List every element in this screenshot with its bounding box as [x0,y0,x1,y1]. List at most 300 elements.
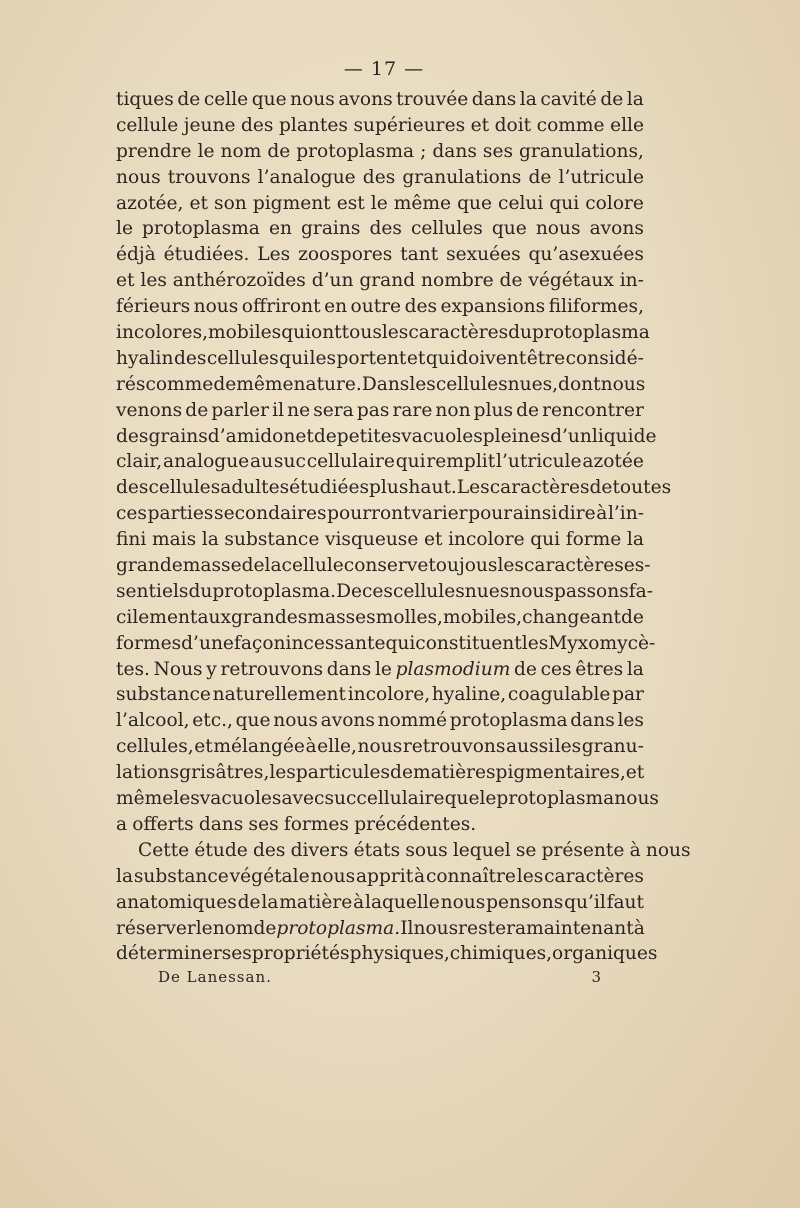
word: est [336,192,365,214]
word: offerts [132,813,194,835]
word: de [621,606,644,628]
word: par [612,684,644,706]
word: son [214,192,247,214]
text-line [116,346,644,372]
word: doit [494,114,532,136]
word: trouvons [167,166,251,188]
text-line [116,916,644,942]
word: liquide [591,425,657,447]
word: vacuoles [199,788,282,810]
word: zoospores [298,244,393,266]
word: l’utricule [496,451,582,473]
word: des [116,477,149,499]
word: naturellement [212,684,346,706]
word: filiformes, [548,296,644,318]
text-line [116,449,644,475]
word: et [423,529,443,551]
word: cellules [206,347,279,369]
word: anthérozoïdes [172,270,306,292]
word: protoplasma [532,322,650,344]
word: restera [458,917,527,939]
word: Les [257,244,291,266]
word: et [470,114,490,136]
word: le [374,658,392,680]
word: être [526,347,566,369]
page-footer [158,968,602,986]
word: mobiles, [442,606,523,628]
word: tous [341,322,382,344]
word: aux [197,606,231,628]
word: la [201,529,219,551]
word: incessante [285,632,386,654]
page-number: — 17 — [343,58,425,80]
word: dans [198,813,244,835]
word: nom [212,917,254,939]
word: ses [221,943,252,965]
word: sentiels [116,580,189,602]
word: coagulable [507,684,611,706]
word: comme [145,373,214,395]
word: de [528,166,552,188]
text-line [116,682,644,708]
word: De [336,580,363,602]
word: dans [326,658,372,680]
word: en [324,296,348,318]
word: pas [356,399,390,421]
word: dont [558,373,601,395]
word: rare [392,399,433,421]
word: nature. [293,373,362,395]
word: de [600,89,624,110]
word: avons [320,710,375,732]
word: d’amidon [207,425,296,447]
word: sera [313,399,354,421]
word: la [261,891,279,913]
text-line [116,165,644,191]
word: nommé [377,710,448,732]
word: masses [307,606,376,628]
word: le [370,192,388,214]
footer-author: De Lanessan. [158,968,272,986]
word: considé- [565,347,644,369]
body-text [116,87,691,967]
word: étudiées [289,477,370,499]
word: qu’asexuées [528,244,644,266]
word: vacuoles [401,425,483,447]
word: à [414,865,426,887]
word: qui [395,451,426,473]
word: au [250,451,274,473]
word: prendre [116,140,192,162]
word: les [269,762,296,784]
word: retrouvons [402,736,506,758]
word: fini [116,529,147,551]
word: protoplasma. [212,580,337,602]
word: des [116,425,149,447]
word: nombre [421,270,494,292]
word: grisâtres, [179,762,270,784]
word: mais [151,529,197,551]
word: nous [600,373,646,395]
word: rencontrer [542,399,644,421]
word: grande [116,555,183,577]
word: du [188,580,213,602]
word: cellule [281,555,344,577]
word: Myxomycè- [548,632,656,654]
word: et [295,425,314,447]
word: sexuées [446,244,521,266]
word: nous [614,788,659,810]
word: ces [362,580,393,602]
word: substance [224,529,320,551]
word: in- [619,270,644,292]
word: tant [400,244,439,266]
word: nous [357,736,403,758]
text-line [116,398,644,424]
word: caractères [523,555,624,577]
word: suc [324,788,357,810]
word: grains [301,218,361,240]
word: elle, [317,736,357,758]
word: mobiles [208,322,282,344]
word: cellules [392,580,465,602]
word: pigment [252,192,331,214]
word: nous [509,580,554,602]
word: petites [336,425,402,447]
text-line [116,812,644,838]
word: de [241,555,265,577]
word: nous [310,865,356,887]
word: aussi [506,736,555,758]
text-line [116,631,656,657]
word: outre [350,296,402,318]
word: végétaux [528,270,614,292]
word: visqueuse [324,529,419,551]
word: connaître [425,865,516,887]
word: grains [148,425,208,447]
word: des [404,296,438,318]
word: la [519,89,537,110]
word: étude [194,839,248,861]
word: de [313,425,337,447]
word: en [268,218,292,240]
word: chimiques, [449,943,553,965]
word: Dans [361,373,410,395]
text-line [116,734,644,760]
word: que [251,89,287,110]
word: incolore, [347,684,431,706]
word: qui [279,347,309,369]
word: grand [359,270,416,292]
word: colore [585,192,644,214]
word: remplit [426,451,496,473]
word: façon [233,632,286,654]
word: supérieures [353,114,466,136]
word: maintenant [526,917,634,939]
word: des [362,166,396,188]
word: des [241,114,274,136]
word: états [353,839,401,861]
word: toujous [428,555,498,577]
word: même [393,192,452,214]
word: le [116,218,133,240]
word: même [236,373,294,395]
text-line [116,320,650,346]
word: ont [311,322,342,344]
word: pourront [327,503,411,525]
word: tiques [116,89,174,110]
word: haut. [408,477,457,499]
word: nous [290,89,335,110]
word: retrouvons [220,658,324,680]
word: nous [273,710,318,732]
word: que [235,710,271,732]
text-line [116,501,644,527]
text-line [116,372,644,398]
paragraph-start-line [116,838,691,864]
word: réserver [116,917,196,939]
text-line [116,941,658,967]
word: expansions [440,296,546,318]
word: cellules [410,218,483,240]
word: grandes [231,606,308,628]
text-line [116,786,659,812]
word: formes [283,813,349,835]
word: même [116,788,174,810]
word: granulations [402,166,522,188]
text-line [116,242,644,268]
word: nous [193,296,239,318]
word: la [626,529,644,551]
word: et [189,192,208,214]
word: fa- [628,580,653,602]
word: ses [482,140,513,162]
word: et [406,347,426,369]
word: que [491,218,527,240]
text-line [116,113,644,139]
word: Cette [138,839,190,861]
word: plasmodium [395,658,511,680]
word: le [197,140,215,162]
word: qui [385,632,416,654]
word: nues, [507,373,559,395]
word: il [272,399,285,421]
word: dans [570,710,615,732]
word: substance [133,865,229,887]
word: formes [116,632,182,654]
word: pensons [486,891,564,913]
word: les [617,710,644,732]
word: rés [116,373,146,395]
word: celle [203,89,249,110]
text-line [116,708,644,734]
word: végétale [229,865,310,887]
word: présente [541,839,625,861]
word: de [514,658,537,680]
word: d’un [311,270,354,292]
word: les [497,555,524,577]
word: férieurs [116,296,191,318]
text-line [116,294,644,320]
word: constituent [415,632,522,654]
word: et [625,762,645,784]
word: à [305,736,317,758]
word: avons [338,89,393,110]
word: caractères [489,477,590,499]
word: tes. [116,658,150,680]
word: granulations, [519,140,644,162]
word: etc., [192,710,233,732]
text-line [116,216,644,242]
word: nous [116,166,161,188]
word: protoplasma [449,710,568,732]
word: nous [645,839,691,861]
word: la [264,555,282,577]
word: dans [432,140,477,162]
word: pleines [482,425,551,447]
word: précédentes. [354,813,477,835]
word: édjà [116,244,156,266]
word: ces [540,658,572,680]
word: azotée [582,451,644,473]
text-line [116,268,644,294]
word: nom [220,140,262,162]
word: à [596,503,608,525]
word: ses [248,813,279,835]
word: a [116,813,128,835]
word: ; [420,140,427,162]
word: pour [468,503,513,525]
word: et [194,736,213,758]
text-line [116,527,644,553]
word: les [381,322,409,344]
word: l’in- [607,503,644,525]
word: Nous [153,658,203,680]
word: laquelle [365,891,440,913]
word: êtres [575,658,624,680]
word: avec [281,788,325,810]
word: incolore [448,529,525,551]
word: parties [147,503,214,525]
word: dans [471,89,517,110]
word: portent [336,347,407,369]
word: plus [369,477,409,499]
word: molles, [375,606,443,628]
word: y [206,658,217,680]
word: se [515,839,537,861]
word: qui [530,529,561,551]
word: nues [464,580,510,602]
word: venons [116,399,183,421]
word: suc [273,451,306,473]
word: le [479,788,497,810]
word: parler [211,399,270,421]
word: pigmentaires, [495,762,626,784]
word: les [173,788,200,810]
word: doivent [456,347,527,369]
word: changeant [522,606,621,628]
word: caractères [408,322,509,344]
word: les [409,373,436,395]
word: es- [623,555,651,577]
word: qui [281,322,312,344]
word: hyaline, [431,684,507,706]
word: faut [606,891,644,913]
word: cellulaire [356,788,445,810]
text-line [116,475,672,501]
word: les [554,736,582,758]
word: qu’il [564,891,606,913]
word: cellules, [116,736,194,758]
word: substance [116,684,211,706]
word: ainsi [512,503,558,525]
word: dire [557,503,596,525]
word: toutes [612,477,672,499]
word: plus [473,399,514,421]
word: cellules [435,373,508,395]
word: protoplasma [142,218,260,240]
word: que [457,192,492,214]
word: avons [589,218,644,240]
word: hyalin [116,347,174,369]
word: nous [535,218,581,240]
word: lequel [452,839,511,861]
word: organiques [552,943,658,965]
word: jeune [183,114,236,136]
word: protoplasma [496,788,615,810]
word: l’alcool, [116,710,190,732]
word: de [390,762,413,784]
word: passons [553,580,629,602]
word: trouvée [396,89,469,110]
text-line [116,553,651,579]
word: secondaires [214,503,327,525]
word: ces [116,503,147,525]
word: à [633,917,645,939]
word: forme [565,529,622,551]
word: mélangée [213,736,305,758]
text-line [116,760,644,786]
word: nous [440,891,486,913]
word: la [116,865,134,887]
word: cavité [540,89,597,110]
word: conserve [343,555,429,577]
word: déterminer [116,943,222,965]
text-line [116,139,644,165]
word: divers [290,839,349,861]
word: cellules [148,477,221,499]
word: l’analogue [257,166,356,188]
word: comme [536,114,605,136]
word: propriétés [251,943,350,965]
word: clair, [116,451,163,473]
word: varier [411,503,468,525]
word: offriront [241,296,321,318]
word: qui [425,347,456,369]
text-line [116,424,657,450]
word: matière [279,891,353,913]
word: lations [116,762,180,784]
word: plantes [278,114,348,136]
word: protoplasma [296,140,415,162]
word: Les [456,477,490,499]
word: de [499,270,523,292]
word: de [237,891,261,913]
word: de [589,477,613,499]
word: étudiées. [163,244,250,266]
word: cellule [116,114,179,136]
text-line [116,87,644,113]
